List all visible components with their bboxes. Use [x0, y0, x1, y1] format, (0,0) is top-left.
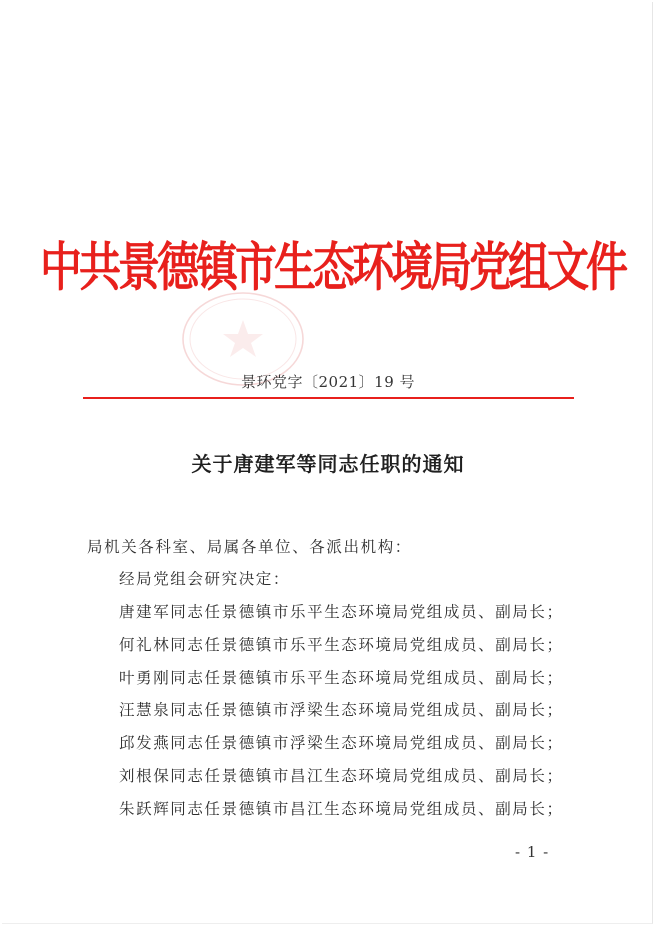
notice-title: 关于唐建军等同志任职的通知 [191, 452, 465, 476]
document-number: 景环党字〔2021〕19 号 [240, 373, 416, 391]
appointment-list [119, 600, 564, 830]
appointment-item: 叶勇刚同志任景德镇市乐平生态环境局党组成员、副局长； [119, 668, 564, 687]
appointment-item: 汪慧泉同志任景德镇市浮梁生态环境局党组成员、副局长； [119, 701, 564, 720]
appointment-item: 唐建军同志任景德镇市乐平生态环境局党组成员、副局长； [119, 603, 564, 621]
appointment-item: 刘根保同志任景德镇市昌江生态环境局党组成员、副局长； [119, 766, 564, 785]
appointment-item: 朱跃辉同志任景德镇市昌江生态环境局党组成员、副局长； [119, 799, 564, 818]
intro-line: 经局党组会研究决定： [119, 570, 291, 588]
red-divider-line [83, 397, 574, 399]
page-number: - 1 - [515, 843, 550, 861]
appointment-item: 何礼林同志任景德镇市乐平生态环境局党组成员、副局长； [119, 635, 564, 654]
addressee-line: 局机关各科室、局属各单位、各派出机构： [87, 538, 412, 556]
document-header-title: 中共景德镇市生态环境局党组文件 [40, 236, 626, 298]
appointment-item: 邱发燕同志任景德镇市浮梁生态环境局党组成员、副局长； [119, 734, 564, 753]
